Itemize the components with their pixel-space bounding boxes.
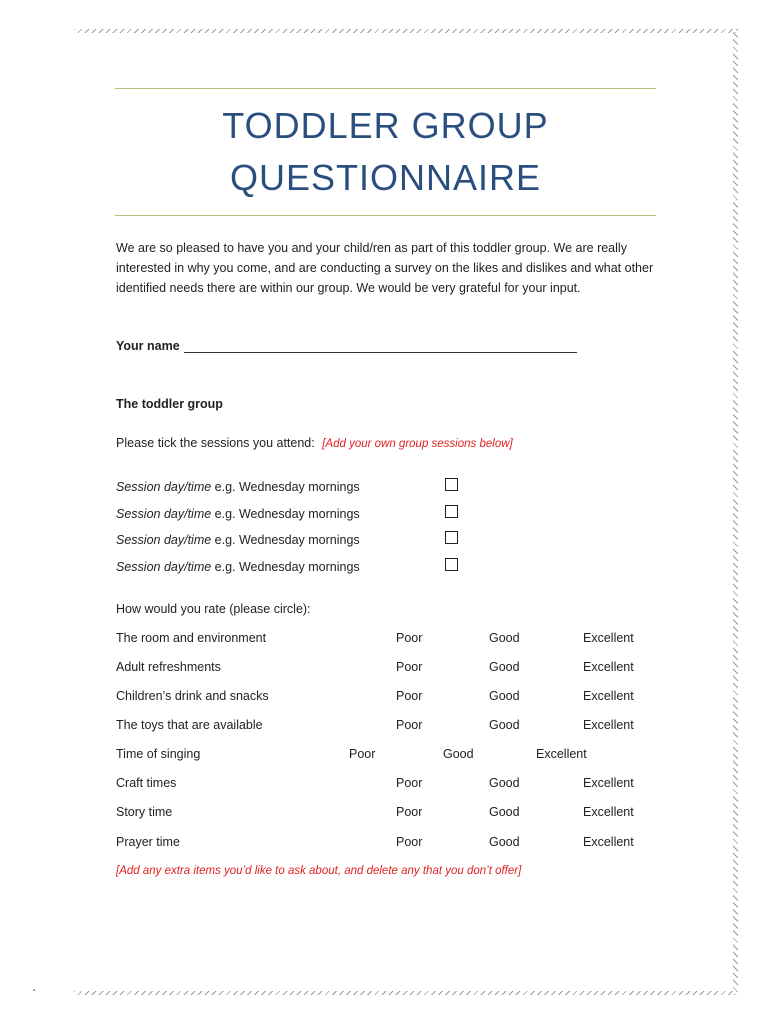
rating-option-good[interactable]: Good: [489, 631, 520, 645]
session-row: [116, 560, 360, 574]
section-heading: The toddler group: [116, 397, 223, 411]
name-field-row: [116, 339, 577, 353]
rating-option-poor[interactable]: Poor: [349, 747, 376, 761]
page-border-top: [74, 29, 736, 33]
session-checkbox[interactable]: [445, 505, 458, 518]
corner-mark: [33, 989, 35, 991]
session-label: Session day/time: [116, 533, 212, 547]
rating-item-label: Prayer time: [116, 835, 180, 849]
session-example: e.g. Wednesday mornings: [211, 533, 360, 547]
rating-option-excellent[interactable]: Excellent: [583, 835, 634, 849]
rating-item-label: Craft times: [116, 776, 177, 790]
session-example: e.g. Wednesday mornings: [211, 480, 360, 494]
session-checkbox[interactable]: [445, 531, 458, 544]
rating-option-good[interactable]: Good: [443, 747, 474, 761]
page-title: [115, 100, 656, 204]
session-row: [116, 480, 360, 494]
rating-option-excellent[interactable]: Excellent: [583, 718, 634, 732]
footer-note: [Add any extra items you’d like to ask about, and delete any that you don’t offer]: [116, 865, 522, 877]
rating-option-excellent[interactable]: Excellent: [583, 776, 634, 790]
rating-option-poor[interactable]: Poor: [396, 718, 423, 732]
rating-item-label: The room and environment: [116, 631, 267, 645]
rating-item-label: The toys that are available: [116, 718, 263, 732]
session-example: e.g. Wednesday mornings: [211, 560, 360, 574]
rating-option-good[interactable]: Good: [489, 718, 520, 732]
rating-option-good[interactable]: Good: [489, 805, 520, 819]
rating-option-poor[interactable]: Poor: [396, 689, 423, 703]
rating-option-excellent[interactable]: Excellent: [583, 689, 634, 703]
session-example: e.g. Wednesday mornings: [211, 507, 360, 521]
name-input-line[interactable]: [184, 339, 577, 353]
tick-prompt: Please tick the sessions you attend:: [116, 436, 315, 450]
tick-placeholder: [Add your own group sessions below]: [322, 438, 513, 450]
session-label: Session day/time: [116, 480, 212, 494]
intro-paragraph: We are so pleased to have you and your child/ren as part of this toddler group. We are really interested in why you come, and are conducting a survey on the likes and dislikes and what other identified needs there are within our group. We would be very grateful for your input.: [116, 241, 654, 295]
session-label: Session day/time: [116, 560, 212, 574]
rating-option-excellent[interactable]: Excellent: [583, 660, 634, 674]
session-row: [116, 507, 360, 521]
rating-option-poor[interactable]: Poor: [396, 660, 423, 674]
rating-item-label: Time of singing: [116, 747, 201, 761]
rate-prompt: How would you rate (please circle):: [116, 602, 311, 616]
rating-option-good[interactable]: Good: [489, 835, 520, 849]
rating-option-poor[interactable]: Poor: [396, 805, 423, 819]
name-label: Your name: [116, 339, 180, 353]
title-line-2: QUESTIONNAIRE: [229, 157, 542, 198]
rating-option-good[interactable]: Good: [489, 660, 520, 674]
rating-option-excellent[interactable]: Excellent: [583, 631, 634, 645]
rating-option-excellent[interactable]: Excellent: [536, 747, 587, 761]
rating-option-poor[interactable]: Poor: [396, 835, 423, 849]
tick-prompt-row: [116, 436, 513, 450]
page-border-right: [733, 29, 738, 995]
title-rule-bottom: [115, 215, 656, 216]
rating-item-label: Story time: [116, 805, 173, 819]
title-line-1: TODDLER GROUP: [222, 105, 549, 146]
rating-option-excellent[interactable]: Excellent: [583, 805, 634, 819]
rating-option-poor[interactable]: Poor: [396, 776, 423, 790]
rating-option-good[interactable]: Good: [489, 776, 520, 790]
rating-item-label: Adult refreshments: [116, 660, 221, 674]
title-rule-top: [115, 88, 656, 89]
session-row: [116, 533, 360, 547]
session-checkbox[interactable]: [445, 478, 458, 491]
session-label: Session day/time: [116, 507, 212, 521]
rating-option-poor[interactable]: Poor: [396, 631, 423, 645]
session-checkbox[interactable]: [445, 558, 458, 571]
rating-option-good[interactable]: Good: [489, 689, 520, 703]
rating-item-label: Children’s drink and snacks: [116, 689, 269, 703]
page-border-bottom: [74, 991, 736, 995]
